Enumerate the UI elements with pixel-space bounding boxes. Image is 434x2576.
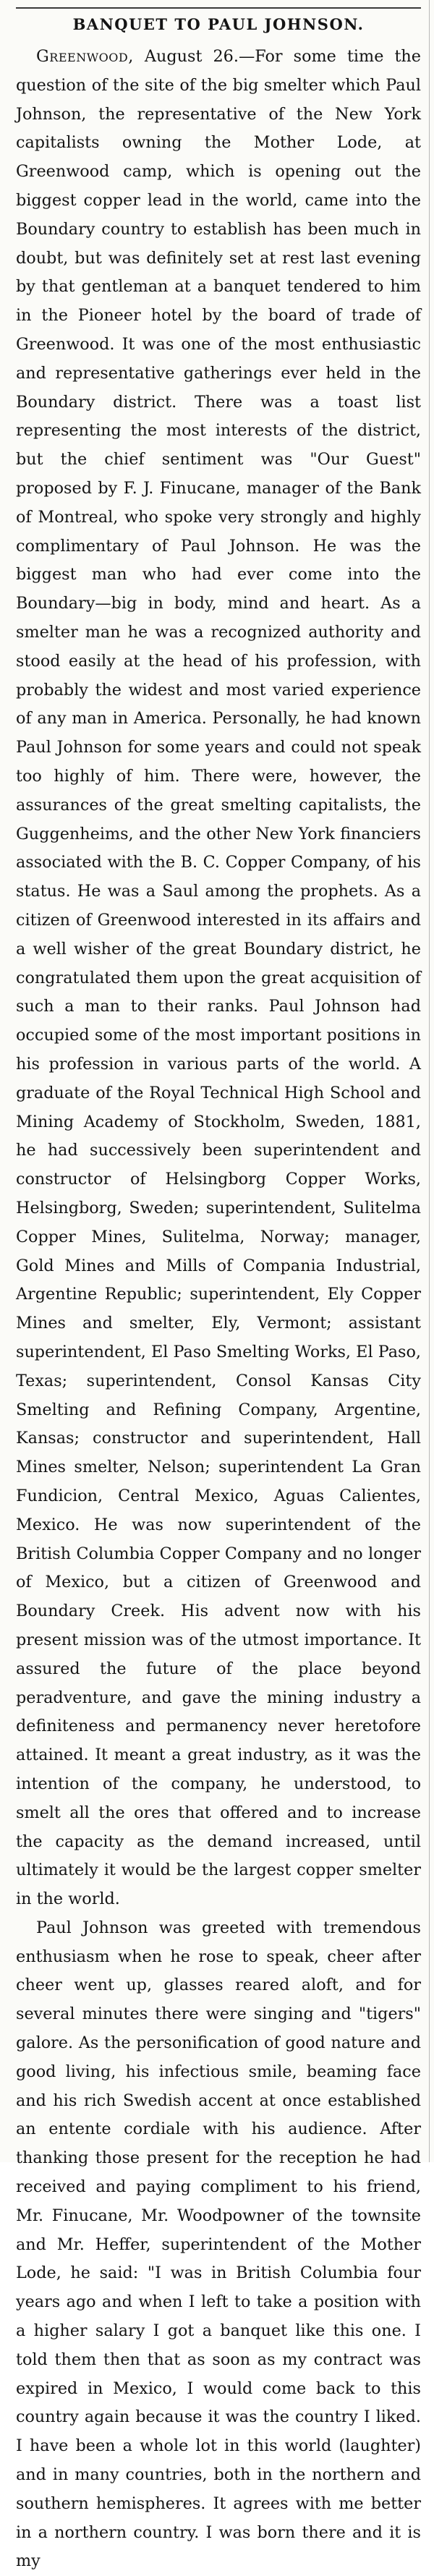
top-rule [16,7,421,9]
article-headline: BANQUET TO PAUL JOHNSON. [72,15,365,33]
article-paragraph-1 [16,43,421,1914]
article-body [16,43,421,2576]
paragraph-1-text: August 26.—For some time the question of the site of the big smelter which Paul Johnson, the representative of the New York capitalists owning the Mother Lode, at Greenwood camp, which is opening out the biggest copper lead in the world, came into the Boundary country to establish has been much in doubt, but was definitely set at rest last evening by that gentleman at a banquet tendered to him in the Pioneer hotel by the board of trade of Greenwood. It was one of the most enthusiastic and representative gatherings ever held in the Boundary district. There was a toast list representing the most interests of the district, but the chief sentiment was "Our Guest" proposed by F. J. Finucane, manager of the Bank of Montreal, who spoke very strongly and highly complimentary of Paul Johnson. He was the biggest man who had ever come into the Boundary—big in body, mind and heart. As a smelter man he was a recognized authority and stood easily at the head of his profession, with probably the widest and most varied experience of any man in America. Personally, he had known Paul Johnson for some years and could not speak too highly of him. There were, however, the assurances of the great smelting capitalists, the Guggenheims, and the other New York financiers associated with the B. C. Copper Company, of his status. He was a Saul among the prophets. As a citizen of Greenwood interested in its affairs and a well wisher of the great Boundary district, he congratulated them upon the great acquisition of such a man to their ranks. Paul Johnson had occupied some of the most important positions in his profession in various parts of the world. A graduate of the Royal Technical High School and Mining Academy of Stockholm, Sweden, 1881, he had successively been superintendent and constructor of Helsingborg Copper Works, Helsingborg, Sweden; superintendent, Sulitelma Copper Mines, Sulitelma, Norway; manager, Gold Mines and Mills of Compania Industrial, Argentine Republic; superintendent, Ely Copper Mines and smelter, Ely, Vermont; assistant superintendent, El Paso Smelting Works, El Paso, Texas; superintendent, Consol Kansas City Smelting and Refining Company, Argentine, Kansas; constructor and superintendent, Hall Mines smelter, Nelson; superintendent La Gran Fundicion, Central Mexico, Aguas Calientes, Mexico. He was now superintendent of the British Columbia Copper Company and no longer of Mexico, but a citizen of Greenwood and Boundary Creek. His advent now with his present mission was of the utmost importance. It assured the future of the place beyond peradventure, and gave the mining industry a definiteness and permanency never heretofore attained. It meant a great industry, as it was the intention of the company, he understood, to smelt all the ores that offered and to increase the capacity as the demand increased, until ultimately it would be the largest copper smelter in the world. [16,47,421,1909]
article-paragraph-2: Paul Johnson was greeted with tremendous enthusiasm when he rose to speak, cheer after cheer went up, glasses reared aloft, and for several minutes there were singing and "tigers" galore. As the personification of good nature and good living, his infectious smile, beaming face and his rich Swedish accent at once established an entente cordiale with his audience. After thanking those present for the reception he had received and paying compliment to his friend, Mr. Finucane, Mr. Woodpowner of the townsite and Mr. Heffer, superintendent of the Mother Lode, he said: "I was in British Columbia four years ago and when I left to take a position with a higher salary I got a banquet like this one. I told them then that as soon as my contract was expired in Mexico, I would come back to this country again because it was the country I liked. I have been a whole lot in this world (laughter) and in many countries, both in the northern and southern hemispheres. It agrees with me better in a northern country. I was born there and it is my [16,1918,421,2571]
column-divider [429,0,430,2162]
dateline: Greenwood, [36,47,134,67]
article-column [16,7,421,2576]
